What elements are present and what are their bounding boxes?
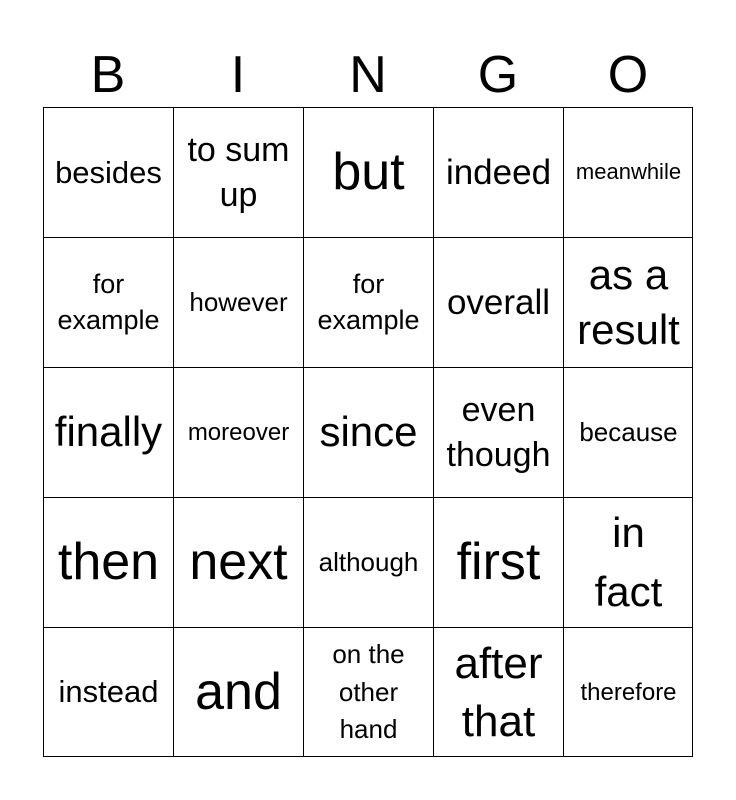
cell-text: besides bbox=[55, 154, 162, 190]
cell-text: finally bbox=[54, 408, 163, 456]
bingo-cell[interactable] bbox=[43, 367, 173, 497]
header-letter-o: O bbox=[607, 46, 649, 104]
bingo-header bbox=[43, 40, 693, 108]
cell-text: since bbox=[319, 408, 418, 456]
cell-text: therefore bbox=[580, 678, 677, 706]
bingo-cell[interactable] bbox=[173, 107, 303, 237]
bingo-cell[interactable] bbox=[563, 237, 693, 367]
bingo-cell[interactable] bbox=[43, 107, 173, 237]
cell-text: as a result bbox=[577, 250, 680, 353]
bingo-cell[interactable] bbox=[433, 367, 563, 497]
bingo-cell[interactable] bbox=[303, 237, 433, 367]
bingo-cell[interactable] bbox=[563, 627, 693, 757]
bingo-cell[interactable] bbox=[173, 627, 303, 757]
cell-text: next bbox=[189, 532, 288, 591]
bingo-cell[interactable] bbox=[43, 497, 173, 627]
bingo-cell[interactable] bbox=[433, 107, 563, 237]
cell-text: to sum up bbox=[187, 131, 290, 214]
bingo-cell[interactable] bbox=[173, 497, 303, 627]
cell-text: for example bbox=[317, 269, 420, 335]
cell-text: first bbox=[456, 532, 541, 591]
header-letter-g: G bbox=[477, 46, 519, 104]
bingo-cell[interactable] bbox=[303, 367, 433, 497]
bingo-cell[interactable] bbox=[433, 497, 563, 627]
bingo-cell[interactable] bbox=[303, 627, 433, 757]
bingo-board bbox=[43, 107, 693, 757]
cell-text: then bbox=[57, 532, 160, 591]
cell-text: instead bbox=[58, 674, 159, 710]
bingo-cell[interactable] bbox=[43, 627, 173, 757]
cell-text: even though bbox=[446, 391, 551, 474]
bingo-cell[interactable] bbox=[433, 237, 563, 367]
bingo-cell[interactable] bbox=[173, 237, 303, 367]
bingo-cell[interactable] bbox=[563, 107, 693, 237]
cell-text: moreover bbox=[187, 418, 290, 446]
header-letter-n: N bbox=[349, 46, 387, 104]
bingo-cell[interactable] bbox=[303, 497, 433, 627]
cell-text: because bbox=[579, 416, 678, 447]
cell-text: although bbox=[318, 546, 419, 577]
cell-text: for example bbox=[57, 269, 160, 335]
cell-text: overall bbox=[446, 282, 551, 322]
cell-text: meanwhile bbox=[575, 159, 682, 185]
bingo-cell[interactable] bbox=[563, 367, 693, 497]
bingo-cell[interactable] bbox=[433, 627, 563, 757]
bingo-cell[interactable] bbox=[173, 367, 303, 497]
header-letter-b: B bbox=[90, 46, 126, 104]
bingo-cell[interactable] bbox=[303, 107, 433, 237]
cell-text: however bbox=[189, 286, 288, 317]
bingo-cell[interactable] bbox=[43, 237, 173, 367]
cell-text: in fact bbox=[594, 508, 663, 615]
cell-text: and bbox=[195, 662, 282, 721]
cell-text: after that bbox=[454, 639, 543, 746]
bingo-cell[interactable] bbox=[563, 497, 693, 627]
cell-text: indeed bbox=[445, 152, 552, 192]
cell-text: on the other hand bbox=[332, 638, 405, 745]
header-letter-i: I bbox=[230, 46, 246, 104]
cell-text: but bbox=[332, 142, 405, 201]
